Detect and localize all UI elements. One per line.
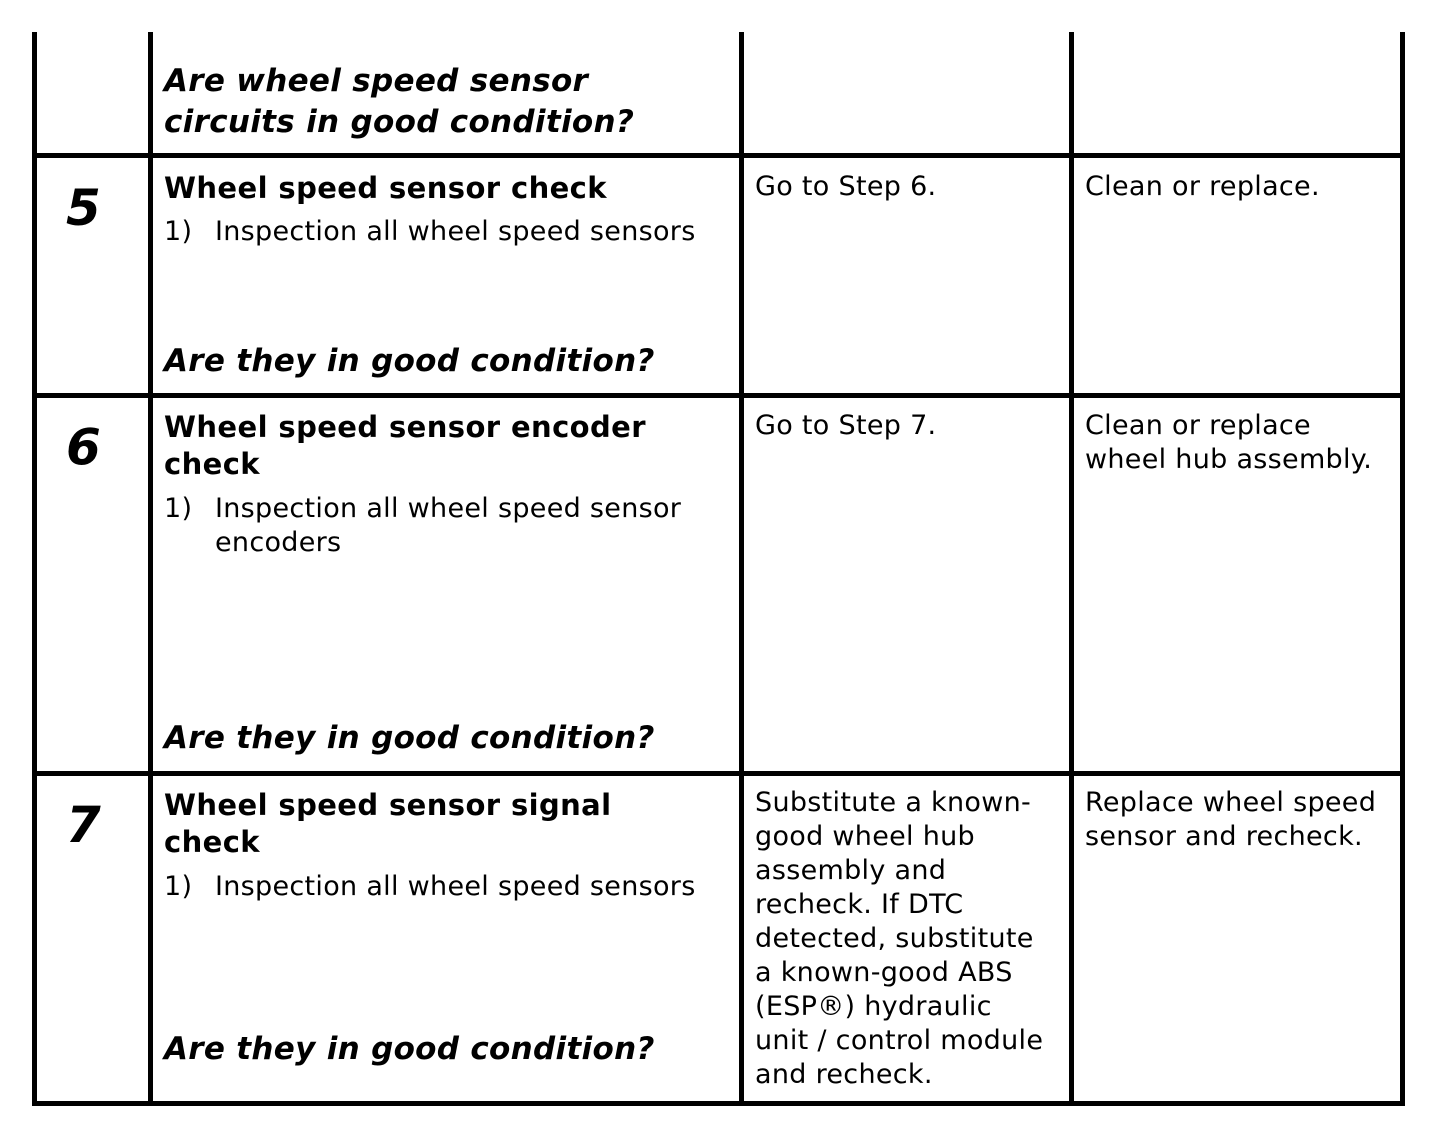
action-item	[164, 215, 734, 249]
column-divider-1	[148, 32, 153, 1106]
yes-result-line: Substitute a known-	[755, 787, 1032, 818]
step-number: 6	[66, 418, 101, 476]
yes-result-line: good wheel hub	[755, 821, 975, 852]
step-number: 7	[66, 796, 101, 854]
no-result	[1085, 409, 1395, 477]
table-bottom-border	[32, 1101, 1405, 1106]
action-text: Inspection all wheel speed sensors	[215, 871, 696, 902]
step-title-line: Wheel speed sensor signal	[164, 788, 612, 822]
action-text: Inspection all wheel speed sensors	[215, 216, 696, 247]
yes-result-line: recheck. If DTC	[755, 889, 964, 920]
step-title	[164, 409, 734, 483]
yes-result-line: a known-good ABS	[755, 957, 1013, 988]
step-title-line: check	[164, 447, 260, 481]
table-right-border	[1400, 32, 1405, 1106]
yes-result: Go to Step 6.	[755, 171, 937, 202]
no-result-line: Clean or replace	[1085, 410, 1311, 441]
row-divider-2	[32, 393, 1405, 398]
no-result-line: Replace wheel speed	[1085, 787, 1377, 818]
column-divider-3	[1069, 32, 1074, 1106]
step-title-line: check	[164, 825, 260, 859]
no-result: Clean or replace.	[1085, 171, 1320, 202]
action-item	[164, 492, 734, 560]
step-title	[164, 787, 734, 861]
yes-result	[755, 786, 1067, 1092]
table-left-border	[32, 32, 37, 1106]
yes-result-line: (ESP®) hydraulic	[755, 991, 992, 1022]
no-result-line: wheel hub assembly.	[1085, 444, 1373, 475]
step-question: Are they in good condition?	[164, 343, 655, 379]
action-item	[164, 870, 734, 904]
no-result	[1085, 786, 1395, 854]
continued-row-question	[164, 61, 734, 143]
column-divider-2	[739, 32, 744, 1106]
yes-result-line: and recheck.	[755, 1059, 933, 1090]
action-number: 1)	[164, 871, 193, 902]
action-number: 1)	[164, 216, 193, 247]
yes-result-line: assembly and	[755, 855, 947, 886]
step-question: Are they in good condition?	[164, 1031, 655, 1067]
step-title-line: Wheel speed sensor encoder	[164, 410, 646, 444]
step-title: Wheel speed sensor check	[164, 171, 607, 205]
action-text: Inspection all wheel speed sensor	[215, 493, 682, 524]
action-text: encoders	[215, 527, 342, 558]
continued-row-question-line: circuits in good condition?	[164, 104, 635, 140]
step-question: Are they in good condition?	[164, 720, 655, 756]
continued-row-question-line: Are wheel speed sensor	[164, 63, 589, 99]
row-divider-1	[32, 153, 1405, 158]
yes-result-line: unit / control module	[755, 1025, 1044, 1056]
yes-result-line: detected, substitute	[755, 923, 1034, 954]
yes-result: Go to Step 7.	[755, 410, 937, 441]
no-result-line: sensor and recheck.	[1085, 821, 1363, 852]
row-divider-3	[32, 771, 1405, 776]
action-number: 1)	[164, 493, 193, 524]
step-number: 5	[66, 179, 101, 237]
